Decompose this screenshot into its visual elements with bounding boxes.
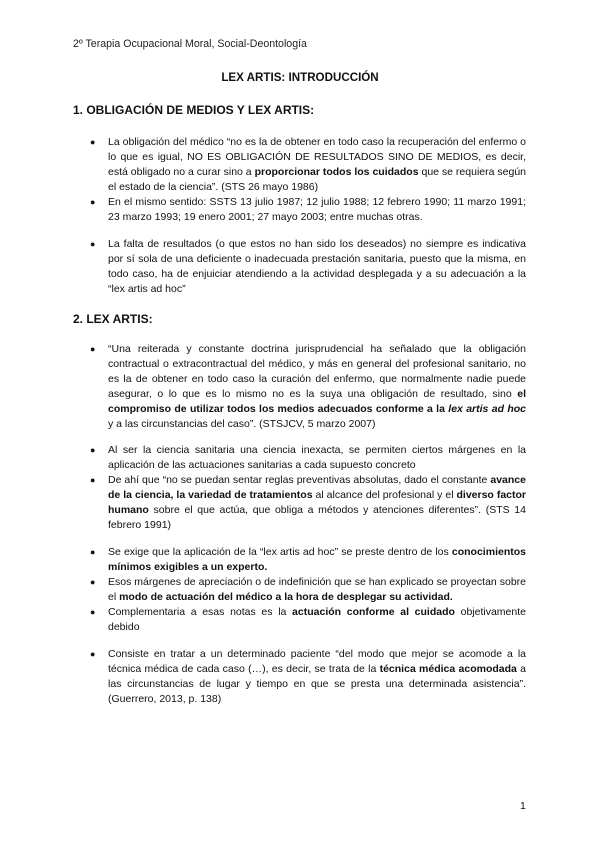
text-run: Esos márgenes de apreciación o de indefinición que se han explicado se proyectan sobre el [108, 576, 526, 603]
text-run: “Una reiterada y constante doctrina jurisprudencial ha señalado que la obligación contractual o extracontractual del médico, y más en general del profesional sanitario, no es la de obtener en todo caso la curación del enfermo, que normalmente nadie puede asegurar, o lo que es lo mismo no es la suya una obligación de resultado, sino [108, 343, 526, 400]
paragraph-margenes-apreciacion [108, 575, 526, 605]
text-run: al alcance del profesional y el [312, 489, 457, 501]
paragraph-falta-resultados [108, 237, 526, 297]
text-run: De ahí que “no se puedan sentar reglas preventivas absolutas, dado el constante [108, 474, 491, 486]
bold-text-run: actuación conforme al cuidado [292, 606, 455, 618]
text-run: Consiste en tratar a un determinado paciente “del modo que mejor se acomode a la técnica médica de cada caso (…), es decir, se trata de la [108, 648, 526, 675]
bullet-icon: ● [90, 239, 96, 249]
paragraph-doctrina-jurisprudencial [108, 342, 526, 432]
bullet-icon: ● [90, 137, 96, 147]
section-heading-lex-artis: 2. LEX ARTIS: [73, 312, 153, 326]
bold-text-run: diverso factor humano [108, 489, 526, 516]
text-run: La obligación del médico “no es la de obtener en todo caso la recuperación del enfermo o lo que es igual, NO ES OBLIGACIÓN DE RESULTADOS SINO DE MEDIOS, es decir, está obligado no a curar sino a [108, 136, 526, 178]
bold-text-run: el compromiso de utilizar todos los medios adecuados conforme a la [108, 388, 526, 415]
paragraph-ciencia-inexacta [108, 443, 526, 473]
bold-text-run: modo de actuación del médico a la hora de desplegar su actividad. [119, 591, 453, 603]
paragraph-reglas-preventivas [108, 473, 526, 533]
bullet-icon: ● [90, 344, 96, 354]
text-run: Complementaria a esas notas es la [108, 606, 293, 618]
text-run: que se requiera según el estado de la ciencia”. (STS 26 mayo 1986) [108, 166, 526, 193]
bullet-icon: ● [90, 547, 96, 557]
text-run: Se exige que la aplicación de la “lex artis ad hoc” se preste dentro de los [108, 546, 452, 558]
paragraph-conocimientos-minimos [108, 545, 526, 575]
section-heading-obligacion: 1. OBLIGACIÓN DE MEDIOS Y LEX ARTIS: [73, 103, 315, 117]
text-run: La falta de resultados (o que estos no han sido los deseados) no siempre es indicativa por sí sola de una deficiente o inadecuada prestación sanitaria, puesto que la misma, en todo caso, ha de enjuiciar atendiendo a la actividad desplegada y a su adecuación a la “lex artis ad hoc” [108, 238, 526, 295]
bold-text-run: técnica médica acomodada [379, 663, 517, 675]
paragraph-tecnica-medica [108, 647, 526, 707]
text-run: a las circunstancias de lugar y tiempo en que se presta una determinada asistencia”. (Guerrero, 2013, p. 138) [108, 663, 526, 705]
text-run: Al ser la ciencia sanitaria una ciencia inexacta, se permiten ciertos márgenes en la aplicación de las actuaciones sanitarias a cada supuesto concreto [108, 444, 526, 471]
bullet-icon: ● [90, 607, 96, 617]
bold-text-run: proporcionar todos los cuidados [254, 166, 419, 178]
page-title: LEX ARTIS: INTRODUCCIÓN [221, 71, 379, 84]
bullet-icon: ● [90, 475, 96, 485]
text-run: En el mismo sentido: SSTS 13 julio 1987; 12 julio 1988; 12 febrero 1990; 11 marzo 1991; 23 marzo 1993; 19 enero 2001; 27 mayo 2003; entre muchas otras. [108, 196, 526, 223]
page-number: 1 [520, 800, 526, 812]
running-header: 2º Terapia Ocupacional Moral, Social-Deontología [73, 38, 307, 50]
bullet-icon: ● [90, 649, 96, 659]
bullet-icon: ● [90, 445, 96, 455]
text-run: sobre el que actúa, que obliga a métodos y atenciones diferentes”. (STS 14 febrero 1991) [108, 504, 526, 531]
bold-text-run: avance de la ciencia, la variedad de tratamientos [108, 474, 526, 501]
text-run: objetivamente debido [108, 606, 526, 633]
paragraph-cuidado-debido [108, 605, 526, 635]
text-run: y a las circunstancias del caso”. (STSJCV, 5 marzo 2007) [108, 418, 376, 430]
paragraph-obligacion-medico [108, 135, 526, 195]
bullet-icon: ● [90, 577, 96, 587]
bullet-icon: ● [90, 197, 96, 207]
bold-text-run: lex artis ad hoc [448, 403, 526, 415]
paragraph-mismo-sentido [108, 195, 526, 225]
bold-text-run: conocimientos mínimos exigibles a un experto. [108, 546, 526, 573]
